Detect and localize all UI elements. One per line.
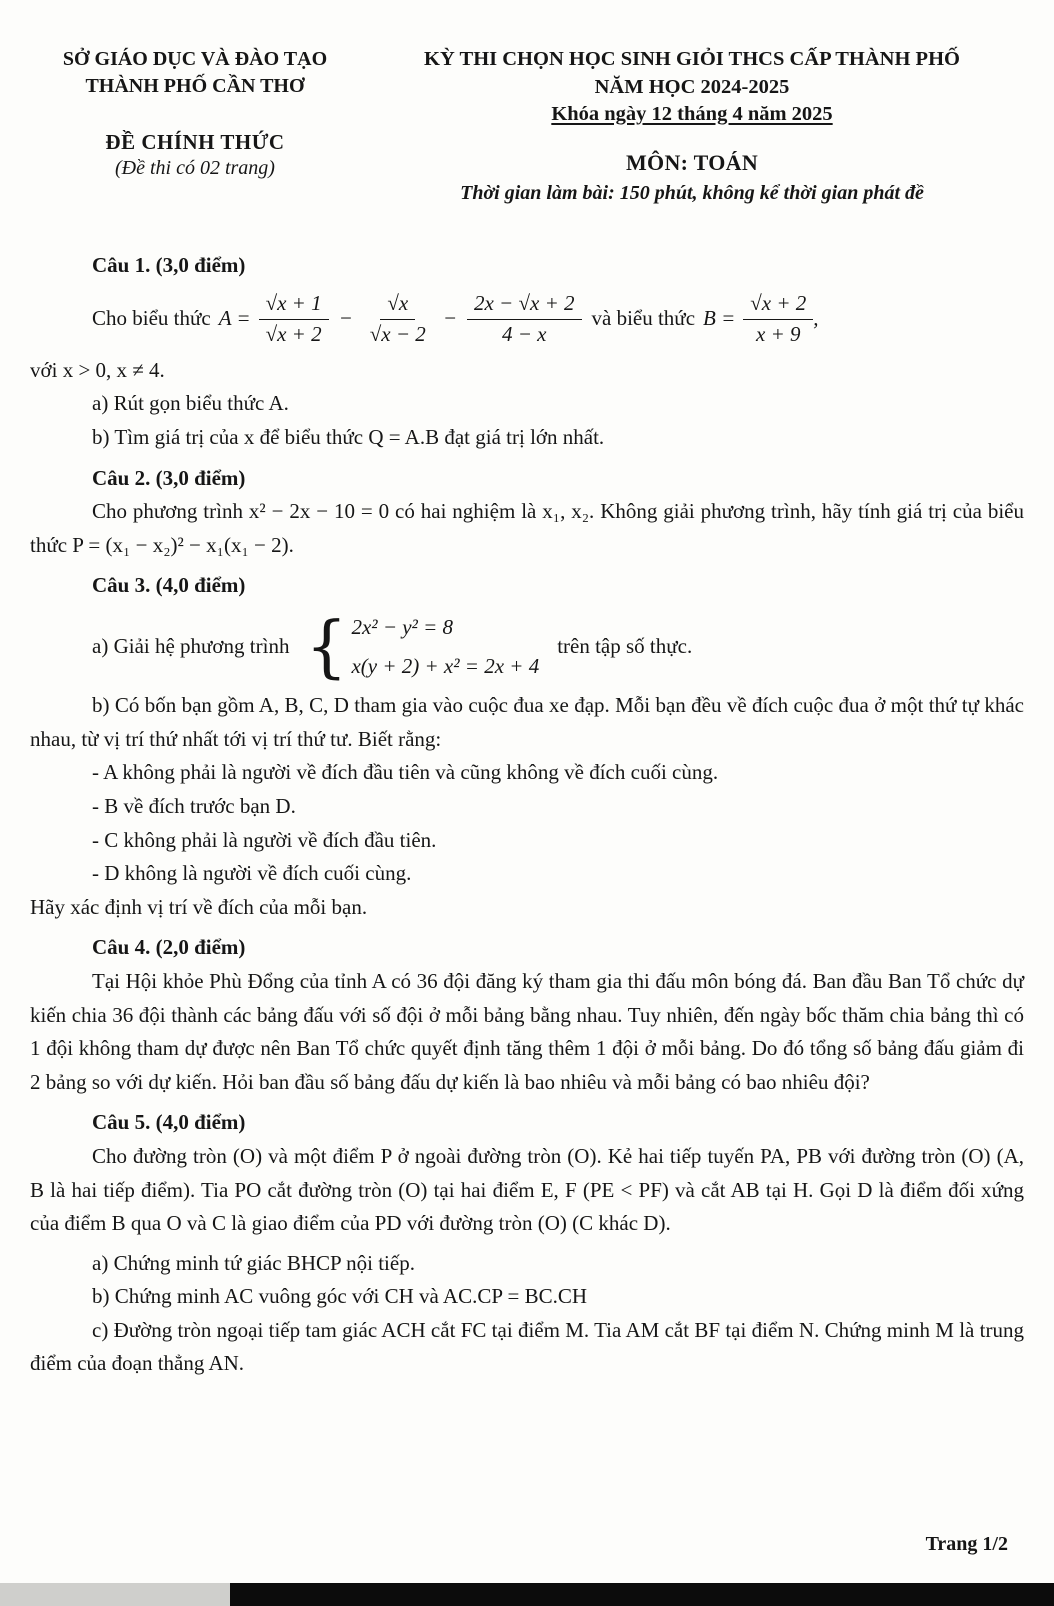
- q1-expression-row: [30, 290, 1024, 348]
- fraction-3-numerator: 2x − √x + 2: [467, 290, 582, 319]
- exam-date: Khóa ngày 12 tháng 4 năm 2025: [551, 102, 833, 125]
- school-year: NĂM HỌC 2024-2025: [594, 75, 790, 98]
- q3-closing: Hãy xác định vị trí về đích của mỗi bạn.: [30, 894, 368, 919]
- question-4: [30, 931, 1024, 1099]
- q3-clue-1: - A không phải là người về đích đầu tiên và cũng không về đích cuối cùng.: [92, 760, 719, 785]
- q5-title: Câu 5. (4,0 điểm): [92, 1110, 246, 1135]
- q3-clue-2: - B về đích trước bạn D.: [92, 793, 296, 818]
- fraction-4-denominator: x + 9: [756, 321, 801, 346]
- exam-body: [30, 249, 1024, 1381]
- q5-part-a: a) Chứng minh tứ giác BHCP nội tiếp.: [92, 1250, 415, 1275]
- fraction-3: [467, 290, 582, 348]
- q1-condition: với x > 0, x ≠ 4.: [30, 357, 165, 382]
- q1-part-a: a) Rút gọn biểu thức A.: [92, 391, 289, 416]
- q5-text: Cho đường tròn (O) và một điểm P ở ngoài đường tròn (O). Kẻ hai tiếp tuyến PA, PB với đường tròn (O) (A, B là hai tiếp điểm). Tia PO cắt đường tròn (O) tại hai điểm E, F (PE < PF) và cắt AB tại H. Gọi D là điểm đối xứng của điểm B qua O và C là giao điểm của PD với đường tròn (O) (C khác D).: [30, 1143, 1024, 1236]
- fraction-3-denominator: 4 − x: [501, 321, 547, 346]
- fraction-4: [743, 290, 813, 348]
- system-equation-2: x(y + 2) + x² = 2x + 4: [351, 653, 540, 678]
- q3-system-row: [30, 607, 1024, 687]
- official-exam-label: ĐỀ CHÍNH THỨC: [105, 130, 285, 154]
- q3-clue-4: - D không là người về đích cuối cùng.: [92, 861, 412, 886]
- question-2: [30, 462, 1024, 563]
- fraction-1: [259, 290, 329, 348]
- scan-artifact-light-segment: [0, 1583, 230, 1606]
- minus-operator: −: [338, 306, 353, 331]
- page-number: Trang 1/2: [925, 1533, 1008, 1555]
- question-3: [30, 569, 1024, 924]
- fraction-2-numerator: √x: [380, 290, 415, 319]
- q1-title: Câu 1. (3,0 điểm): [92, 252, 246, 277]
- header: [30, 46, 1024, 205]
- q5-part-b: b) Chứng minh AC vuông góc với CH và AC.CP = BC.CH: [92, 1284, 588, 1309]
- q3-title: Câu 3. (4,0 điểm): [92, 573, 246, 598]
- q3-part-a-lead: a) Giải hệ phương trình: [92, 634, 290, 659]
- contest-name: KỲ THI CHỌN HỌC SINH GIỎI THCS CẤP THÀNH PHỐ: [424, 48, 960, 70]
- q5-part-c: c) Đường tròn ngoại tiếp tam giác ACH cắt FC tại điểm M. Tia AM cắt BF tại điểm N. Chứng minh M là trung điểm của đoạn thẳng AN.: [30, 1317, 1024, 1376]
- q1-A-equals: A =: [218, 306, 251, 331]
- q2-title: Câu 2. (3,0 điểm): [92, 465, 246, 490]
- scan-artifact-bar: [0, 1583, 1054, 1606]
- q3-part-a-tail: trên tập số thực.: [557, 634, 693, 659]
- q3-clues-list: [30, 756, 1024, 890]
- exam-pages-note: (Đề thi có 02 trang): [115, 157, 275, 179]
- q1-B-equals: B =: [703, 306, 736, 331]
- issuing-authority-block: [30, 46, 360, 180]
- question-5: [30, 1106, 1024, 1381]
- scan-artifact-dark-segment: [230, 1583, 1054, 1606]
- q4-text: Tại Hội khỏe Phù Đổng của tỉnh A có 36 đội đăng ký tham gia thi đấu môn bóng đá. Ban đầu Ban Tổ chức dự kiến chia 36 đội thành các bảng đấu với số đội ở mỗi bảng bằng nhau. Tuy nhiên, đến ngày bốc thăm chia bảng thì có 1 đội không tham dự được nên Ban Tổ chức quyết định tăng thêm 1 đội ở mỗi bảng. Do đó tổng số bảng đấu giảm đi 2 bảng so với dự kiến. Hỏi ban đầu số bảng đấu dự kiến là bao nhiêu và mỗi bảng có bao nhiêu đội?: [30, 968, 1024, 1094]
- exam-duration: Thời gian làm bài: 150 phút, không kể thời gian phát đề: [460, 181, 924, 204]
- fraction-4-numerator: √x + 2: [743, 290, 813, 319]
- q1-part-b: b) Tìm giá trị của x để biểu thức Q = A.B đạt giá trị lớn nhất.: [92, 425, 605, 450]
- equation-system: [305, 607, 540, 687]
- authority-line2: THÀNH PHỐ CẦN THƠ: [85, 75, 305, 97]
- q1-lead-text: Cho biểu thức: [92, 306, 211, 331]
- fraction-2: [363, 290, 433, 348]
- q3-part-b: b) Có bốn bạn gồm A, B, C, D tham gia vào cuộc đua xe đạp. Mỗi bạn đều về đích cuộc đua ở một thứ tự khác nhau, từ vị trí thứ nhất tới vị trí thứ tư. Biết rằng:: [30, 693, 1024, 751]
- fraction-1-denominator: √x + 2: [265, 321, 322, 346]
- exam-title-block: [360, 46, 1024, 205]
- q2-text: Cho phương trình x² − 2x − 10 = 0 có hai nghiệm là x₁, x₂. Không giải phương trình, hãy tính giá trị của biểu thức P = (x₁ − x₂)² − x₁(x₁ − 2).: [30, 499, 1024, 557]
- q1-mid-text: và biểu thức: [591, 306, 696, 331]
- system-brace: {: [305, 607, 348, 687]
- fraction-2-denominator: √x − 2: [369, 321, 426, 346]
- fraction-1-numerator: √x + 1: [259, 290, 329, 319]
- subject-title: MÔN: TOÁN: [625, 149, 759, 175]
- system-equation-1: 2x² − y² = 8: [351, 615, 454, 640]
- q4-title: Câu 4. (2,0 điểm): [92, 935, 246, 960]
- question-1: [30, 249, 1024, 455]
- system-equations: [351, 611, 539, 683]
- authority-line1: SỞ GIÁO DỤC VÀ ĐÀO TẠO: [62, 48, 328, 70]
- q1-comma: ,: [813, 306, 819, 331]
- minus-operator: −: [442, 306, 457, 331]
- q3-clue-3: - C không phải là người về đích đầu tiên.: [92, 827, 437, 852]
